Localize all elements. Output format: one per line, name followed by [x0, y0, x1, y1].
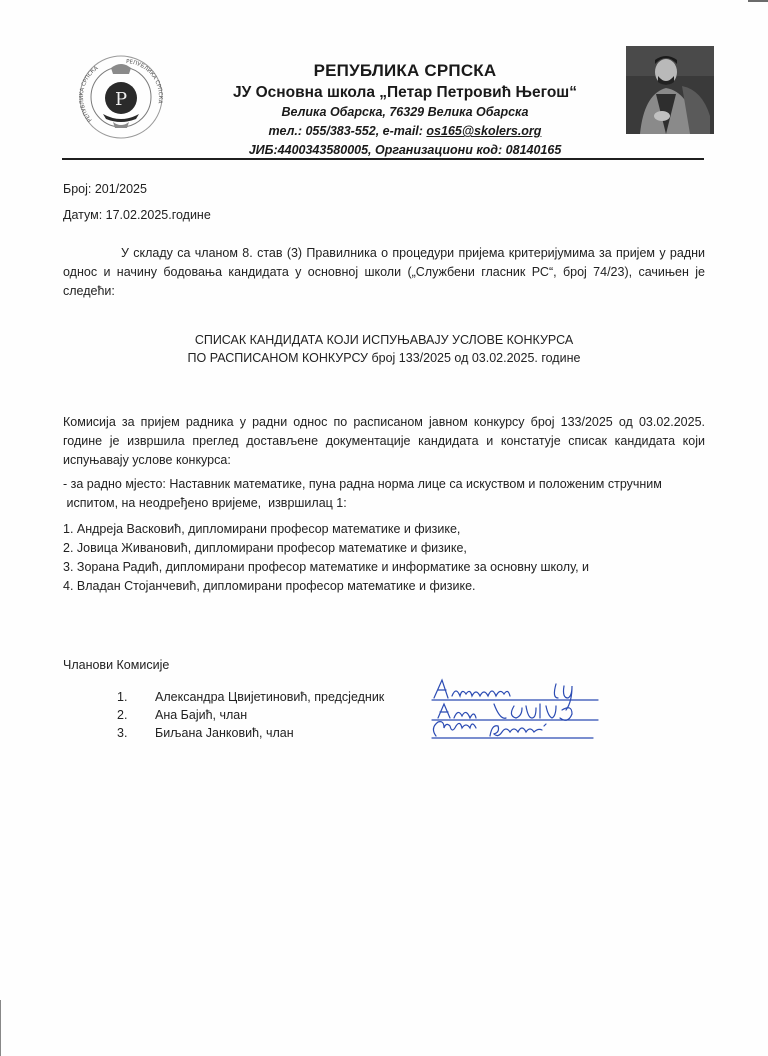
school-ids: ЈИБ:4400343580005, Организациони код: 08140165	[248, 143, 562, 157]
member-item	[117, 724, 384, 742]
portrait-photo-icon	[626, 46, 714, 134]
position-description	[63, 475, 662, 513]
school-address: Велика Обарска, 76329 Велика Обарска	[281, 105, 529, 119]
list-title-line-2: ПО РАСПИСАНОМ КОНКУРСУ број 133/2025 од 03.02.2025. године	[187, 351, 581, 365]
member-number: 3.	[117, 726, 128, 740]
svg-text:РЕПУБЛИКА СРПСКА: РЕПУБЛИКА СРПСКА	[125, 58, 164, 104]
letterhead	[220, 60, 590, 160]
scan-edge	[748, 0, 768, 2]
svg-text:Р: Р	[114, 89, 128, 110]
member-name: Ана Бајић, члан	[155, 708, 248, 722]
member-item	[117, 706, 384, 724]
member-number: 1.	[117, 690, 128, 704]
contact-phone: тел.: 055/383-552, e-mail:	[268, 124, 427, 138]
candidate-item: 1. Андреја Васковић, дипломирани професор математике и физике,	[63, 522, 461, 536]
header-divider	[62, 158, 704, 160]
member-name: Биљана Јанковић, члан	[155, 726, 294, 740]
school-name: ЈУ Основна школа „Петар Петровић Његош“	[233, 84, 577, 101]
document-number: Број: 201/2025	[63, 182, 147, 196]
member-item	[117, 688, 384, 706]
intro-paragraph: У складу са чланом 8. став (3) Правилника о процедури пријема критеријумима за пријем у радни однос и начину бодовања кандидата у основној школи („Службени гласник РС“, број 74/23), сачињен је следећи:	[63, 246, 705, 298]
candidate-item: 3. Зорана Радић, дипломирани професор математике и информатике за основну школу, и	[63, 560, 590, 574]
candidate-list	[63, 520, 663, 596]
list-title-line-1: СПИСАК КАНДИДАТА КОЈИ ИСПУЊАВАЈУ УСЛОВЕ КОНКУРСА	[194, 333, 574, 347]
candidate-item: 4. Владан Стојанчевић, дипломирани професор математике и физике.	[63, 579, 476, 593]
position-line-2: испитом, на неодређено вријеме, извршилац 1:	[63, 496, 347, 510]
school-contact	[220, 122, 590, 141]
republic-title: РЕПУБЛИКА СРПСКА	[313, 61, 497, 80]
coat-of-arms-seal-icon	[78, 54, 164, 140]
handwritten-signatures-icon	[428, 676, 608, 746]
member-number: 2.	[117, 708, 128, 722]
svg-text:РЕПУБЛИКА СРПСКА: РЕПУБЛИКА СРПСКА	[78, 65, 100, 123]
members-heading: Чланови Комисије	[63, 658, 170, 672]
commission-paragraph: Комисија за пријем радника у радни однос по расписаном јавном конкурсу број 133/2025 од 03.02.2025. године је извршила преглед достављене документације кандидата и констатује списак кандидата који испуњавају услове конкурса:	[63, 415, 705, 467]
email-link[interactable]: os165@skolers.org	[426, 124, 542, 138]
document-date: Датум: 17.02.2025.године	[63, 208, 211, 222]
members-list	[117, 688, 384, 742]
list-title	[63, 331, 705, 367]
position-line-1: - за радно мјесто: Наставник математике, пуна радна норма лице са искуством и положеним стручним	[63, 477, 662, 491]
scan-edge	[0, 1000, 1, 1056]
member-name: Александра Цвијетиновић, предсједник	[155, 690, 385, 704]
candidate-item: 2. Јовица Живановић, дипломирани професор математике и физике,	[63, 541, 467, 555]
